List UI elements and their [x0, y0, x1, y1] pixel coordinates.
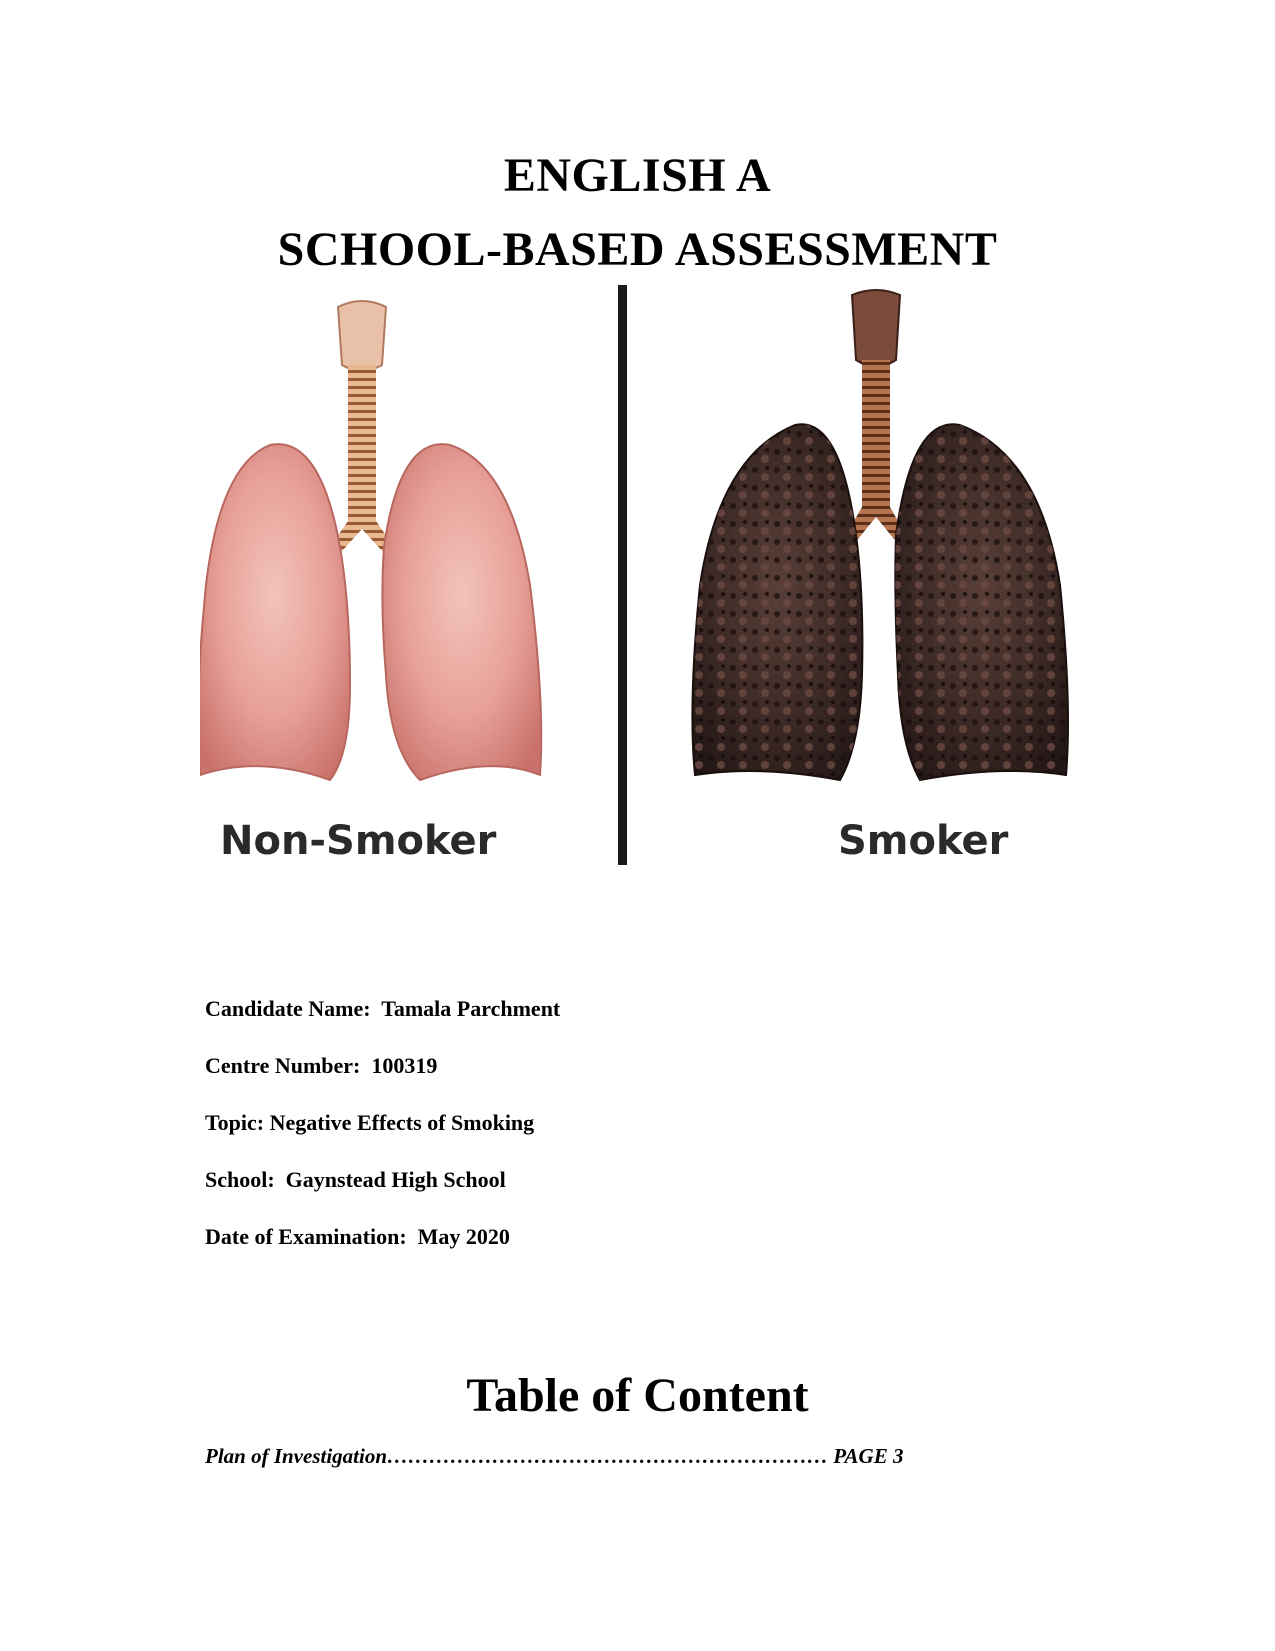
- toc-entry-page: PAGE 3: [833, 1444, 904, 1468]
- topic: Topic: Negative Effects of Smoking: [205, 1110, 535, 1135]
- lungs-illustration: [200, 285, 1110, 905]
- document-title-line-1: ENGLISH A: [503, 149, 772, 202]
- divider-line: [618, 285, 627, 865]
- toc-heading: Table of Content: [466, 1369, 809, 1422]
- toc-entry-label: Plan of Investigation: [205, 1444, 388, 1468]
- healthy-right-lung: [382, 444, 541, 780]
- healthy-left-lung: [200, 444, 350, 780]
- school: School: Gaynstead High School: [205, 1167, 506, 1192]
- document-title-line-2: SCHOOL-BASED ASSESSMENT: [277, 223, 998, 276]
- non-smoker-label: Non-Smoker: [220, 818, 497, 864]
- toc-entry: [205, 1444, 903, 1469]
- lungs-comparison-figure: [200, 285, 1110, 905]
- smoker-label: Smoker: [838, 818, 1009, 864]
- toc-entry-dots: ………………………………………………………: [387, 1444, 829, 1468]
- healthy-trachea: [330, 301, 394, 551]
- examination-date: Date of Examination: May 2020: [205, 1224, 510, 1249]
- centre-number: Centre Number: 100319: [205, 1053, 438, 1078]
- candidate-name: Candidate Name: Tamala Parchment: [205, 996, 561, 1021]
- smoker-trachea: [846, 290, 906, 539]
